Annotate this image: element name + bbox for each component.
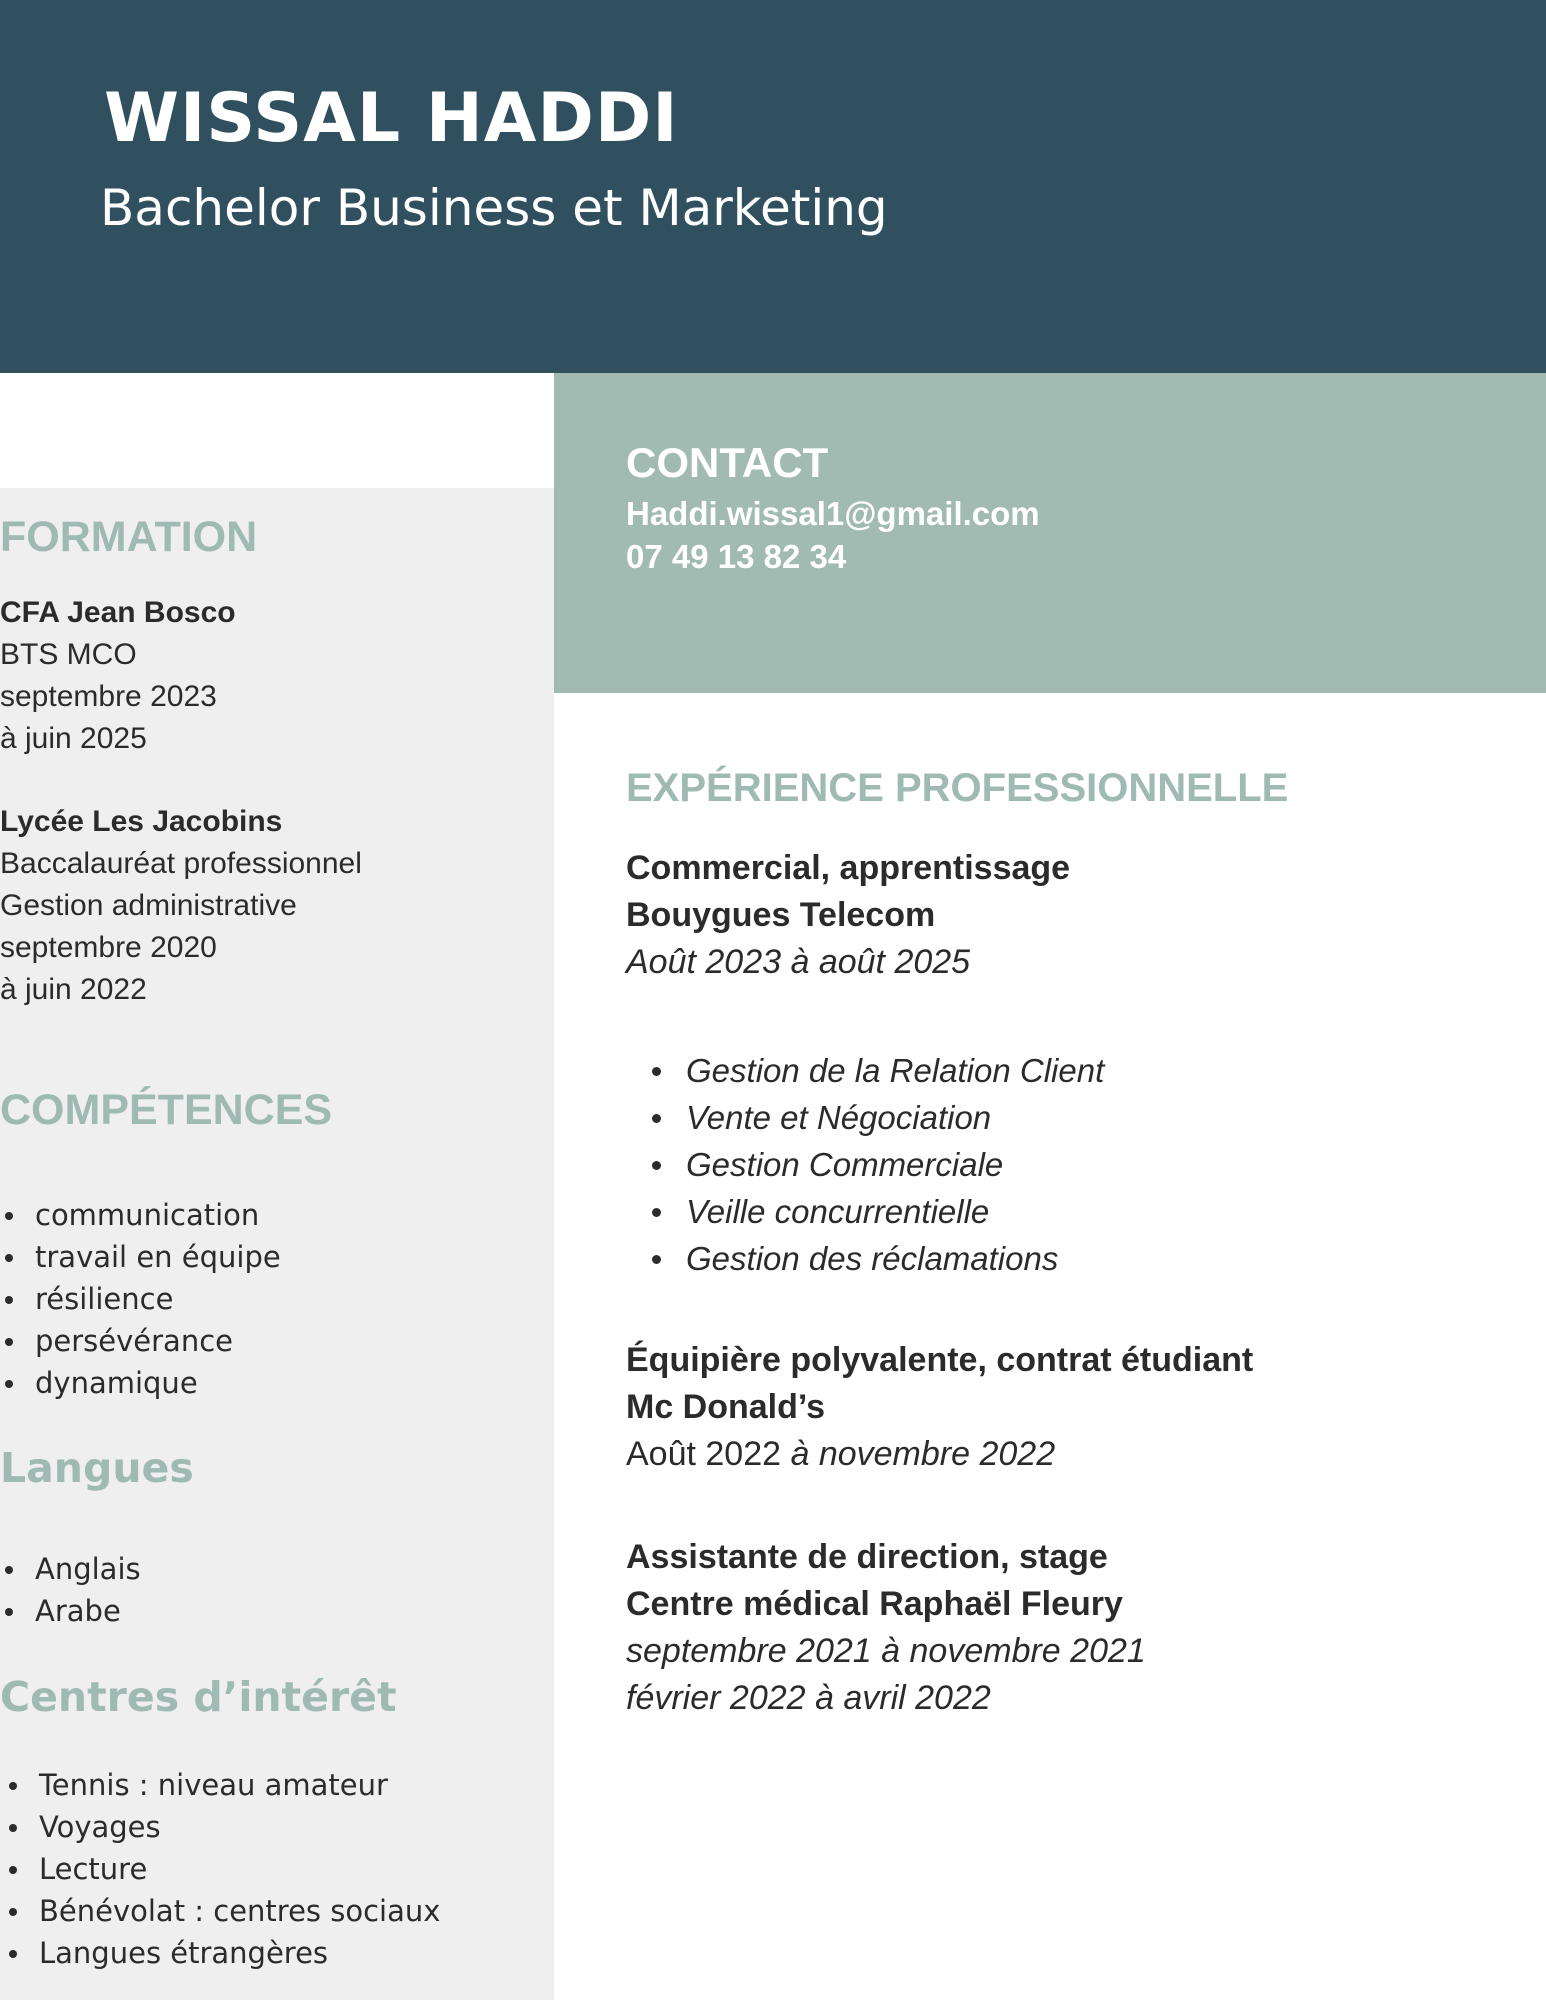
langues-list: [0, 1548, 141, 1632]
candidate-subtitle: Bachelor Business et Marketing: [100, 179, 888, 237]
experience-title: EXPÉRIENCE PROFESSIONNELLE: [626, 766, 1289, 810]
formation-school: Lycée Les Jacobins: [0, 805, 283, 838]
formation-line: Gestion administrative: [0, 889, 297, 922]
job-role: Commercial, apprentissage: [626, 849, 1071, 887]
list-item: travail en équipe: [0, 1236, 281, 1278]
formation-line: septembre 2020: [0, 931, 217, 964]
list-item: dynamique: [0, 1362, 281, 1404]
list-item: Gestion des réclamations: [626, 1235, 1104, 1282]
job-company: Centre médical Raphaël Fleury: [626, 1585, 1123, 1623]
job-dates: Août 2023 à août 2025: [626, 943, 971, 981]
list-item: Arabe: [0, 1590, 141, 1632]
list-item: Lecture: [4, 1848, 440, 1890]
list-item: Langues étrangères: [4, 1932, 440, 1974]
formation-line: septembre 2023: [0, 680, 217, 713]
list-item: persévérance: [0, 1320, 281, 1362]
list-item: Gestion de la Relation Client: [626, 1047, 1104, 1094]
competences-list: [0, 1194, 281, 1404]
contact-phone[interactable]: 07 49 13 82 34: [626, 538, 847, 575]
formation-line: Baccalauréat professionnel: [0, 847, 362, 880]
formation-line: BTS MCO: [0, 638, 137, 671]
job-entry: [626, 845, 1070, 986]
formation-line: à juin 2025: [0, 722, 147, 755]
list-item: communication: [0, 1194, 281, 1236]
list-item: Vente et Négociation: [626, 1094, 1104, 1141]
header-band: [0, 0, 1546, 373]
job-company: Bouygues Telecom: [626, 896, 936, 934]
candidate-name: WISSAL HADDI: [104, 79, 679, 158]
interets-title: Centres d’intérêt: [0, 1673, 397, 1721]
list-item: Tennis : niveau amateur: [4, 1764, 440, 1806]
competences-title: COMPÉTENCES: [0, 1086, 333, 1134]
job-dates-start: Août 2022: [626, 1435, 782, 1473]
job-dates: février 2022 à avril 2022: [626, 1679, 991, 1717]
job-tasks-list: [626, 1047, 1104, 1282]
langues-title: Langues: [0, 1444, 194, 1492]
job-role: Assistante de direction, stage: [626, 1538, 1108, 1576]
list-item: Anglais: [0, 1548, 141, 1590]
formation-entry: [0, 592, 236, 760]
list-item: Veille concurrentielle: [626, 1188, 1104, 1235]
job-entry: [626, 1534, 1146, 1722]
formation-entry: [0, 801, 362, 1011]
formation-line: à juin 2022: [0, 973, 147, 1006]
job-entry: [626, 1337, 1253, 1478]
job-role: Équipière polyvalente, contrat étudiant: [626, 1341, 1254, 1379]
formation-title: FORMATION: [0, 513, 258, 561]
list-item: Gestion Commerciale: [626, 1141, 1104, 1188]
job-dates-end: à novembre 2022: [781, 1435, 1056, 1473]
job-dates: [626, 1431, 1253, 1478]
interets-list: [4, 1764, 440, 1974]
list-item: Voyages: [4, 1806, 440, 1848]
formation-school: CFA Jean Bosco: [0, 596, 236, 629]
contact-title: CONTACT: [626, 439, 829, 486]
list-item: Bénévolat : centres sociaux: [4, 1890, 440, 1932]
list-item: résilience: [0, 1278, 281, 1320]
contact-email[interactable]: Haddi.wissal1@gmail.com: [626, 495, 1040, 532]
job-company: Mc Donald’s: [626, 1388, 825, 1426]
job-dates: septembre 2021 à novembre 2021: [626, 1632, 1146, 1670]
